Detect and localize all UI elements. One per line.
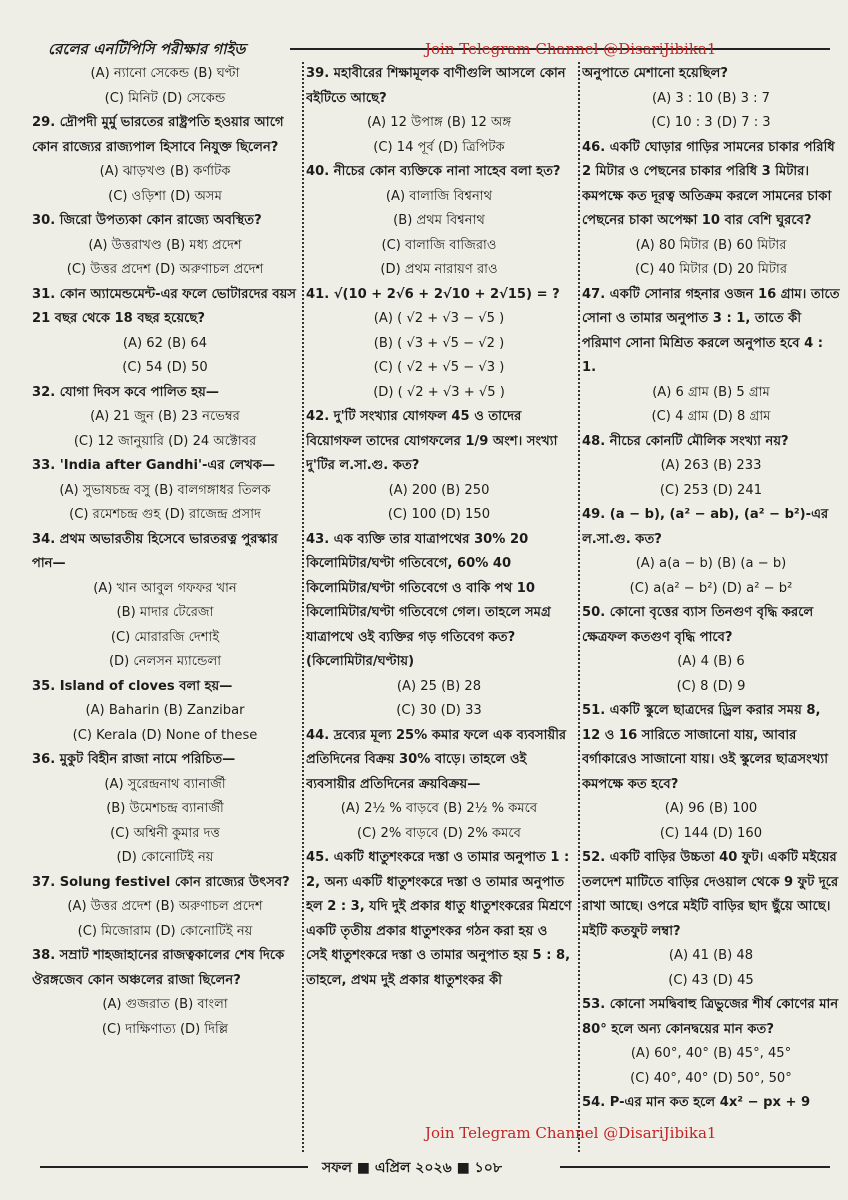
question-text: 38. সম্রাট শাহজাহানের রাজত্বকালের শেষ দিকে ঔরঙ্গজেব কোন অঞ্চলের রাজা ছিলেন? (32, 948, 285, 988)
question-text: 29. দ্রৌপদী মুর্মু ভারতের রাষ্ট্রপতি হওয়ার আগে কোন রাজ্যের রাজ্যপাল হিসাবে নিযুক্ত ছিলেন? (32, 115, 284, 155)
answer-options: (A) গুজরাত (B) বাংলা (102, 997, 228, 1012)
answer-options: (A) সুভাষচন্দ্র বসু (B) বালগঙ্গাধর তিলক (59, 482, 271, 498)
question-text: 35. Island of cloves বলা হয়— (32, 678, 233, 694)
answer-options: (C) 54 (D) 50 (122, 360, 208, 375)
answer-options: (A) 21 জুন (B) 23 নভেম্বর (90, 409, 240, 424)
question-text: 30. জিরো উপত্যকা কোন রাজ্যে অবস্থিত? (32, 213, 262, 228)
answer-options: (C) দাক্ষিণাত্য (D) দিল্লি (101, 1021, 229, 1037)
answer-options: (A) 12 উপাঙ্গ (B) 12 অঙ্গ (366, 115, 512, 130)
answer-options: (A) 25 (B) 28 (396, 678, 482, 694)
answer-options: (C) অশ্বিনী কুমার দত্ত (110, 825, 220, 841)
answer-options: (A) উত্তরাখণ্ড (B) মধ্য প্রদেশ (88, 237, 242, 253)
question-text: অনুপাতে মেশানো হয়েছিল? (582, 66, 728, 81)
telegram-watermark-bottom: Join Telegram Channel @DisariJibika1 (425, 1124, 717, 1142)
answer-options: (A) ( √2 + √3 − √5 ) (373, 311, 505, 326)
question-text: 32. যোগা দিবস কবে পালিত হয়— (32, 384, 219, 400)
answer-options: (C) 144 (D) 160 (659, 825, 763, 841)
question-text: 45. একটি ধাতুশংকরে দস্তা ও তামার অনুপাত 1 : 2, অন্য একটি ধাতুশংকরে দস্তা ও তামার অনুপাত হল 2 : 3, যদি দুই প্রকার ধাতু ধাতুশংকরের মিশ্রণে একটি তৃতীয় প্রকার ধাতুশংকর গঠন করা হয় ও সেই ধাতুশংকরে দস্তা ও তামার অনুপাত হয় 5 : 8, তাহলে, প্রথম দুই প্রকার ধাতুশংকর কী (306, 850, 572, 988)
answer-options: (C) মিজোরাম (D) কোনোটিই নয় (77, 923, 253, 939)
question-text: 33. 'India after Gandhi'-এর লেখক— (32, 458, 276, 473)
answer-options: (A) Baharin (B) Zanzibar (85, 703, 245, 718)
question-text: 47. একটি সোনার গহনার ওজন 16 গ্রাম। তাতে সোনা ও তামার অনুপাত 3 : 1, তাতে কী পরিমাণ সোনা মিশ্রিত করলে অনুপাত হবে 4 : 1. (582, 286, 840, 375)
question-text: 52. একটি বাড়ির উচ্চতা 40 ফুট। একটি মইয়ের তলদেশ মাটিতে বাড়ির দেওয়াল থেকে 9 ফুট দূরে রাখা আছে। ওপরে মইটি বাড়ির ছাদ ছুঁয়ে আছে। মইটি কতফুট লম্বা? (582, 850, 839, 939)
question-text: 37. Solung festivel কোন রাজ্যের উৎসব? (32, 874, 290, 890)
answer-options: (C) 253 (D) 241 (659, 482, 763, 498)
answer-options: (A) 96 (B) 100 (664, 801, 758, 816)
answer-options: (A) a(a − b) (B) (a − b) (635, 556, 787, 571)
column-divider-right (578, 62, 580, 1152)
question-text: 51. একটি স্কুলে ছাত্রদের ড্রিল করার সময় 8, 12 ও 16 সারিতে সাজানো যায়, আবার বর্গাকারেও সাজানো যায়। ওই স্কুলের ছাত্রসংখ্যা কমপক্ষে কত হবে? (582, 703, 829, 792)
answer-options: (A) সুরেন্দ্রনাথ ব্যানার্জী (104, 776, 226, 792)
answer-options: (C) 14 পূর্ব (D) ত্রিপিটক (373, 139, 505, 155)
answer-options: (A) 3 : 10 (B) 3 : 7 (652, 90, 770, 106)
header-title: রেলের এনটিপিসি পরীক্ষার গাইড (48, 40, 246, 58)
answer-options: (C) 40 মিটার (D) 20 মিটার (634, 262, 788, 277)
answer-options: (C) 12 জানুয়ারি (D) 24 অক্টোবর (73, 433, 257, 449)
answer-options: (A) 80 মিটার (B) 60 মিটার (635, 237, 787, 253)
answer-options: (B) ( √3 + √5 − √2 ) (373, 335, 505, 351)
answer-options: (C) ( √2 + √5 − √3 ) (373, 360, 505, 375)
footer-rule-left (40, 1166, 308, 1168)
question-text: 48. নীচের কোনটি মৌলিক সংখ্যা নয়? (582, 433, 789, 449)
answer-options: (C) মোরারজি দেশাই (110, 629, 220, 645)
answer-options: (C) রমেশচন্দ্র গুহ (D) রাজেন্দ্র প্রসাদ (69, 507, 261, 522)
column-3 (582, 62, 840, 1150)
column-1 (32, 62, 298, 1150)
answer-options: (A) 6 গ্রাম (B) 5 গ্রাম (652, 384, 770, 400)
question-text: 53. কোনো সমদ্বিবাহু ত্রিভুজের শীর্ষ কোণের মান 80° হলে অন্য কোনদ্বয়ের মান কত? (582, 997, 839, 1037)
question-text: 40. নীচের কোন ব্যক্তিকে নানা সাহেব বলা হত? (306, 164, 561, 179)
answer-options: (D) প্রথম নারায়ণ রাও (380, 262, 498, 277)
question-text: 44. দ্রব্যের মূল্য 25% কমার ফলে এক ব্যবসায়ীর প্রতিদিনের বিক্রয় 30% বাড়ে। তাহলে ওই ব্যবসায়ীর প্রতিদিনের ক্রয়বিক্রয়— (306, 727, 567, 792)
page-footer (40, 1154, 830, 1180)
answer-options: (A) 200 (B) 250 (388, 482, 490, 498)
answer-options: (C) 40°, 40° (D) 50°, 50° (630, 1070, 792, 1086)
question-text: 50. কোনো বৃত্তের ব্যাস তিনগুণ বৃদ্ধি করলে ক্ষেত্রফল কতগুণ বৃদ্ধি পাবে? (582, 605, 814, 645)
answer-options: (A) বালাজি বিশ্বনাথ (385, 188, 493, 204)
answer-options: (A) 60°, 40° (B) 45°, 45° (630, 1046, 792, 1061)
question-text: 43. এক ব্যক্তি তার যাত্রাপথের 30% 20 কিলোমিটার/ঘণ্টা গতিবেগে, 60% 40 কিলোমিটার/ঘণ্টা গতিবেগে ও বাকি পথ 10 কিলোমিটার/ঘণ্টা গতিবেগে গেল। তাহলে সমগ্র যাত্রাপথে ওই ব্যক্তির গড় গতিবেগ কত? (কিলোমিটার/ঘণ্টায়) (306, 531, 551, 669)
column-divider-left (302, 62, 304, 1152)
answer-options: (B) প্রথম বিশ্বনাথ (393, 213, 485, 228)
answer-options: (C) Kerala (D) None of these (72, 727, 258, 743)
footer-rule-right (560, 1166, 830, 1168)
answer-options: (A) ন্যানো সেকেন্ড (B) ঘণ্টা (90, 66, 240, 81)
answer-options: (B) উমেশচন্দ্র ব্যানার্জী (106, 801, 224, 816)
question-text: 36. মুকুট বিহীন রাজা নামে পরিচিত— (32, 752, 236, 767)
column-2 (306, 62, 572, 1150)
answer-options: (C) উত্তর প্রদেশ (D) অরুণাচল প্রদেশ (66, 262, 264, 277)
answer-options: (C) 4 গ্রাম (D) 8 গ্রাম (651, 409, 771, 424)
answer-options: (C) 8 (D) 9 (676, 678, 746, 694)
answer-options: (A) উত্তর প্রদেশ (B) অরুণাচল প্রদেশ (67, 899, 263, 914)
answer-options: (C) 10 : 3 (D) 7 : 3 (651, 115, 771, 130)
answer-options: (A) খান আবুল গফফর খান (93, 580, 237, 596)
question-text: 49. (a − b), (a² − ab), (a² − b²)-এর ল.সা.গু. কত? (582, 507, 829, 547)
question-text: 41. √(10 + 2√6 + 2√10 + 2√15) = ? (306, 286, 560, 302)
answer-options: (D) নেলসন ম্যান্ডেলা (108, 654, 222, 669)
answer-options: (C) a(a² − b²) (D) a² − b² (629, 580, 793, 596)
answer-options: (A) 4 (B) 6 (677, 654, 745, 669)
answer-options: (C) ওড়িশা (D) অসম (108, 188, 222, 204)
question-text: 34. প্রথম অভারতীয় হিসেবে ভারতরত্ন পুরস্কার পান— (32, 531, 278, 571)
question-text: 42. দু'টি সংখ্যার যোগফল 45 ও তাদের বিয়োগফল তাদের যোগফলের 1/9 অংশ। সংখ্যা দু'টির ল.সা.গু. কত? (306, 409, 558, 473)
answer-options: (C) মিনিট (D) সেকেন্ড (104, 90, 226, 106)
question-text: 54. P-এর মান কত হলে 4x² − px + 9 (582, 1095, 811, 1110)
answer-options: (A) ঝাড়খণ্ড (B) কর্ণাটক (99, 164, 231, 179)
question-text: 46. একটি ঘোড়ার গাড়ির সামনের চাকার পরিধি 2 মিটার ও পেছনের চাকার পরিধি 3 মিটার। কমপক্ষে কত দূরত্ব অতিক্রম করলে সামনের চাকা পেছনের চাকা অপেক্ষা 10 বার বেশি ঘুরবে? (582, 139, 835, 228)
answer-options: (D) কোনোটিই নয় (116, 850, 214, 865)
answer-options: (A) 62 (B) 64 (122, 335, 208, 351)
answer-options: (C) 43 (D) 45 (668, 972, 754, 988)
answer-options: (C) 100 (D) 150 (387, 507, 491, 522)
answer-options: (D) ( √2 + √3 + √5 ) (373, 384, 505, 400)
footer-text: সফল ■ এপ্রিল ২০২৬ ■ ১০৮ (322, 1160, 502, 1176)
telegram-watermark-top: Join Telegram Channel @DisariJibika1 (425, 40, 717, 58)
question-text: 39. মহাবীরের শিক্ষামূলক বাণীগুলি আসলে কোন বইটিতে আছে? (306, 66, 566, 106)
answer-options: (C) 30 (D) 33 (396, 703, 482, 718)
answer-options: (A) 41 (B) 48 (668, 948, 754, 963)
question-text: 31. কোন অ্যামেন্ডমেন্ট-এর ফলে ভোটারদের বয়স 21 বছর থেকে 18 বছর হয়েছে? (32, 286, 297, 326)
answer-options: (C) 2% বাড়বে (D) 2% কমবে (357, 825, 521, 841)
answer-options: (A) 2½ % বাড়বে (B) 2½ % কমবে (340, 801, 538, 816)
answer-options: (A) 263 (B) 233 (660, 458, 762, 473)
answer-options: (C) বালাজি বাজিরাও (381, 237, 497, 253)
answer-options: (B) মাদার টেরেজা (116, 605, 214, 620)
